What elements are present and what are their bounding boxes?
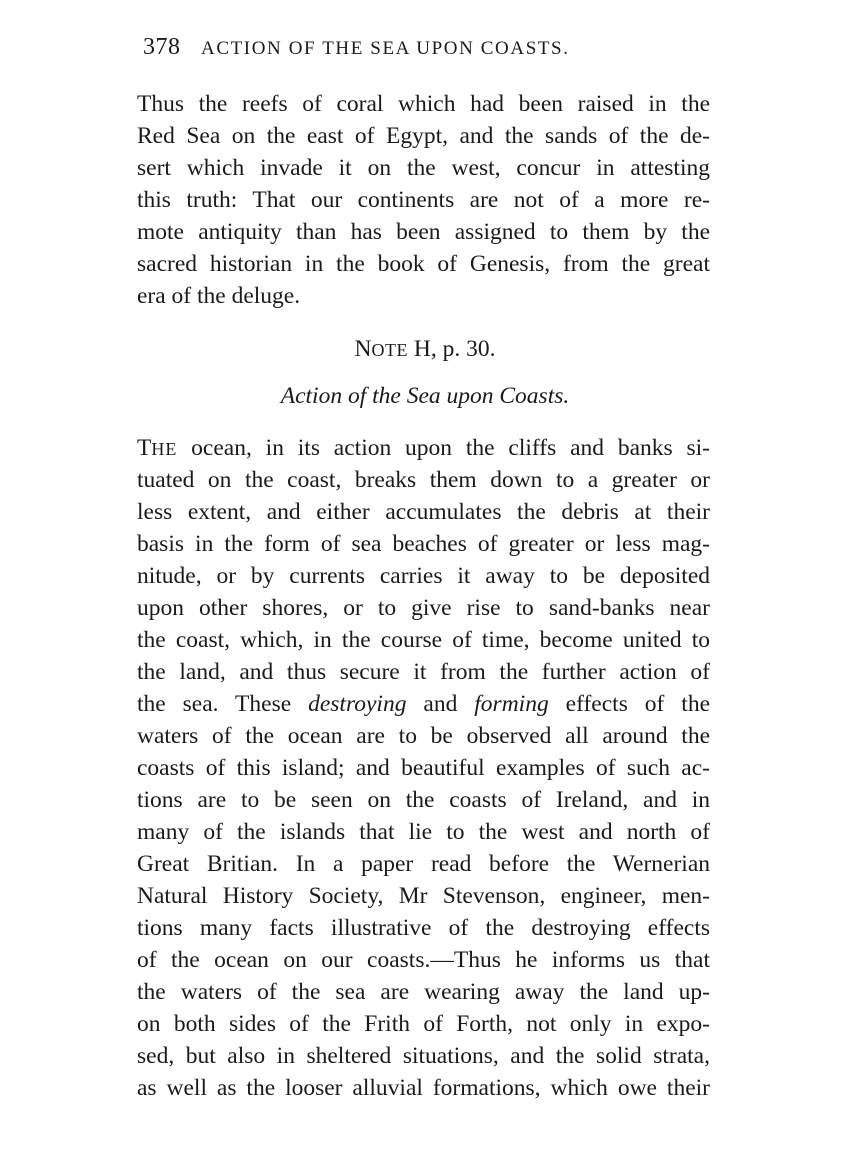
note-reference: H, p. 30.	[408, 336, 496, 362]
page-number: 378	[143, 34, 181, 60]
emphasis-forming: forming	[474, 691, 549, 717]
running-head: ACTION OF THE SEA UPON COASTS.	[201, 38, 570, 59]
text-line: tuated on the coast, breaks them down to a greater or	[137, 467, 710, 493]
lead-capital: T	[137, 435, 152, 461]
text-line: sed, but also in sheltered situations, and the solid strata,	[137, 1043, 710, 1069]
text-line: waters of the ocean are to be observed all around the	[137, 723, 710, 749]
first-line-rest: ocean, in its action upon the cliffs and banks si-	[177, 435, 710, 461]
text-line: sacred historian in the book of Genesis, from the great	[137, 251, 710, 277]
text-line: upon other shores, or to give rise to sand-banks near	[137, 595, 710, 621]
line-segment: the sea. These	[137, 691, 309, 717]
note-small-caps: OTE	[371, 340, 408, 360]
text-line: Great Britian. In a paper read before the Wernerian	[137, 851, 710, 877]
text-line: as well as the looser alluvial formations, which owe their	[137, 1075, 710, 1101]
text-line: Thus the reefs of coral which had been raised in the	[137, 91, 710, 117]
text-line: tions are to be seen on the coasts of Ireland, and in	[137, 787, 710, 813]
note-heading	[0, 336, 850, 363]
text-line: coasts of this island; and beautiful examples of such ac-	[137, 755, 710, 781]
text-line: tions many facts illustrative of the destroying effects	[137, 915, 710, 941]
text-line: basis in the form of sea beaches of greater or less mag-	[137, 531, 710, 557]
text-line: of the ocean on our coasts.—Thus he informs us that	[137, 947, 710, 973]
text-line: Red Sea on the east of Egypt, and the sands of the de-	[137, 123, 710, 149]
text-line: nitude, or by currents carries it away to be deposited	[137, 563, 710, 589]
text-line: the waters of the sea are wearing away the land up-	[137, 979, 710, 1005]
text-line: less extent, and either accumulates the debris at their	[137, 499, 710, 525]
lead-small-caps: HE	[151, 439, 178, 459]
text-line	[137, 433, 710, 464]
line-segment: and	[406, 691, 475, 717]
page-header	[143, 34, 570, 61]
section-title: Action of the Sea upon Coasts.	[280, 383, 570, 409]
note-first-letter: N	[354, 336, 372, 362]
text-line: many of the islands that lie to the west and north of	[137, 819, 710, 845]
text-line: Natural History Society, Mr Stevenson, engineer, men-	[137, 883, 710, 909]
emphasis-destroying: destroying	[308, 691, 407, 717]
text-line: the land, and thus secure it from the further action of	[137, 659, 710, 685]
text-line	[137, 689, 710, 719]
text-line: era of the deluge.	[137, 283, 301, 309]
text-line: sert which invade it on the west, concur in attesting	[137, 155, 710, 181]
text-line: mote antiquity than has been assigned to them by the	[137, 219, 710, 245]
text-line: this truth: That our continents are not of a more re-	[137, 187, 710, 213]
text-line: on both sides of the Frith of Forth, not only in expo-	[137, 1011, 710, 1037]
text-line: the coast, which, in the course of time, become united to	[137, 627, 710, 653]
line-segment: effects of the	[548, 691, 710, 717]
